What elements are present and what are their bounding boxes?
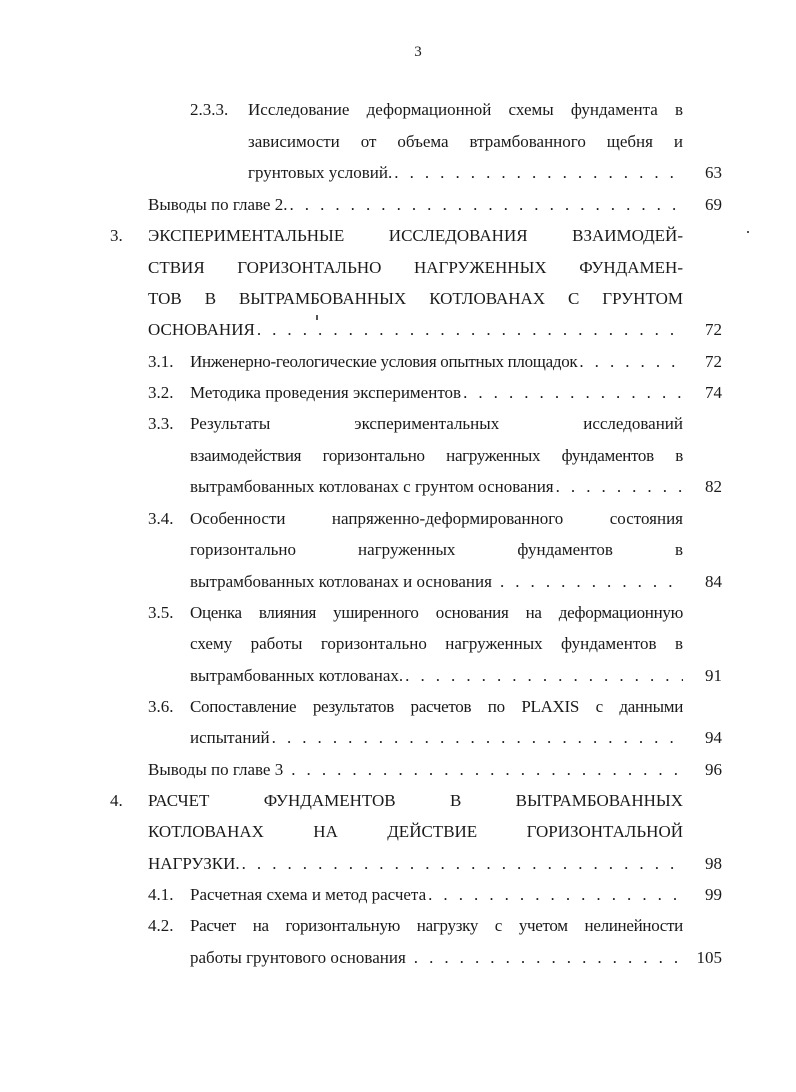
- toc-entry-number: 4.1.: [148, 885, 174, 904]
- toc-entry-number: 2.3.3.: [190, 100, 229, 119]
- toc-chapter-number: 4.: [110, 791, 123, 810]
- toc-page-number: 72: [705, 320, 722, 339]
- toc-entry-leader-line: [148, 754, 683, 785]
- toc-entry-title: Выводы по главе 3: [148, 760, 284, 779]
- toc-entry-text-line: работы грунтового основания: [190, 948, 406, 967]
- dot-leader: [257, 314, 683, 345]
- toc-page-number: 99: [705, 885, 722, 904]
- toc-page-number: 96: [705, 760, 722, 779]
- dot-leader: [405, 660, 683, 691]
- toc-entry-text-line: Исследование деформационной схемы фундамента в: [248, 100, 683, 119]
- toc-entry-leader-line: [148, 189, 683, 220]
- toc-entry-text-line: зависимости от объема втрамбованного щебня и: [248, 132, 683, 151]
- toc-page-number: 69: [705, 195, 722, 214]
- toc-entry-text-line: Инженерно-геологические условия опытных площадок: [190, 352, 578, 371]
- toc-entry-leader-line: [148, 848, 683, 879]
- toc-page-number: 105: [696, 948, 722, 967]
- dot-leader: [242, 848, 683, 879]
- toc-entry-text-line: вытрамбованных котлованах с грунтом основания: [190, 477, 554, 496]
- toc-entry-leader-line: [190, 722, 683, 753]
- toc-entry-number: 3.3.: [148, 414, 174, 433]
- dot-leader: [579, 346, 683, 377]
- toc-entry-leader-line: [190, 566, 683, 597]
- toc-entry-text-line: испытаний: [190, 728, 270, 747]
- toc-page-number: 74: [705, 383, 722, 402]
- toc-entry-text-line: горизонтально нагруженных фундаментов в: [190, 540, 683, 559]
- toc-entry-leader-line: [190, 660, 683, 691]
- toc-page-number: 63: [705, 163, 722, 182]
- dot-leader: [500, 566, 683, 597]
- dot-leader: [272, 722, 683, 753]
- toc-entry-text-line: Особенности напряженно-деформированного состояния: [190, 509, 683, 528]
- toc-chapter-title-line: НАГРУЗКИ.: [148, 854, 240, 873]
- toc-entry-number: 4.2.: [148, 916, 174, 935]
- toc-page-number: 94: [705, 728, 722, 747]
- toc-entry-number: 3.6.: [148, 697, 174, 716]
- dot-leader: [556, 471, 683, 502]
- toc-entry-text-line: Результаты экспериментальных исследований: [190, 414, 683, 433]
- toc-entry-number: 3.2.: [148, 383, 174, 402]
- toc-entry-leader-line: [148, 314, 683, 345]
- toc-entry-text-line: схему работы горизонтально нагруженных фундаментов в: [190, 634, 683, 653]
- toc-entry-leader-line: [190, 942, 683, 973]
- toc-entry-number: 3.4.: [148, 509, 174, 528]
- toc-page-number: 82: [705, 477, 722, 496]
- toc-chapter-title-line: ТОВ В ВЫТРАМБОВАННЫХ КОТЛОВАНАХ С ГРУНТОМ: [148, 289, 683, 308]
- toc-entry-title: Выводы по главе 2.: [148, 195, 288, 214]
- toc-chapter-title-line: РАСЧЕТ ФУНДАМЕНТОВ В ВЫТРАМБОВАННЫХ: [148, 791, 683, 810]
- toc-entry-leader-line: [190, 879, 683, 910]
- toc-entry-text-line: вытрамбованных котлованах.: [190, 666, 404, 685]
- dot-leader: [414, 942, 683, 973]
- toc-entry-text-line: Сопоставление результатов расчетов по PLAXIS с данными: [190, 697, 683, 716]
- dot-leader: [291, 754, 683, 785]
- toc-entry-text-line: вытрамбованных котлованах и основания: [190, 572, 492, 591]
- toc-chapter-title-line: КОТЛОВАНАХ НА ДЕЙСТВИЕ ГОРИЗОНТАЛЬНОЙ: [148, 822, 683, 841]
- toc-page-number: 72: [705, 352, 722, 371]
- toc-chapter-title-line: ОСНОВАНИЯ: [148, 320, 255, 339]
- scan-artifact: [316, 315, 318, 320]
- toc-page-number: 91: [705, 666, 722, 685]
- toc-entry-number: 3.5.: [148, 603, 174, 622]
- toc-page-number: 98: [705, 854, 722, 873]
- toc-page-number: 84: [705, 572, 722, 591]
- toc-entry-leader-line: [248, 157, 683, 188]
- toc-entry-text-line: Методика проведения экспериментов: [190, 383, 462, 402]
- toc-entry-leader-line: [190, 346, 683, 377]
- scan-artifact: [747, 231, 749, 233]
- toc-entry-text-line: грунтовых условий.: [248, 163, 393, 182]
- dot-leader: [394, 157, 683, 188]
- toc-entry-text-line: взаимодействия горизонтально нагруженных фундаментов в: [190, 446, 683, 465]
- dot-leader: [428, 879, 683, 910]
- toc-entry-text-line: Расчетная схема и метод расчета: [190, 885, 427, 904]
- toc-entry-leader-line: [190, 377, 683, 408]
- toc-entry-leader-line: [190, 471, 683, 502]
- page-number: 3: [414, 44, 422, 60]
- toc-entry-number: 3.1.: [148, 352, 174, 371]
- toc-chapter-title-line: СТВИЯ ГОРИЗОНТАЛЬНО НАГРУЖЕННЫХ ФУНДАМЕН-: [148, 258, 683, 277]
- toc-chapter-number: 3.: [110, 226, 123, 245]
- dot-leader: [289, 189, 683, 220]
- toc-entry-text-line: Расчет на горизонтальную нагрузку с учетом нелинейности: [190, 916, 683, 935]
- dot-leader: [463, 377, 683, 408]
- toc-chapter-title-line: ЭКСПЕРИМЕНТАЛЬНЫЕ ИССЛЕДОВАНИЯ ВЗАИМОДЕЙ-: [148, 226, 683, 245]
- toc-entry-text-line: Оценка влияния уширенного основания на деформационную: [190, 603, 683, 622]
